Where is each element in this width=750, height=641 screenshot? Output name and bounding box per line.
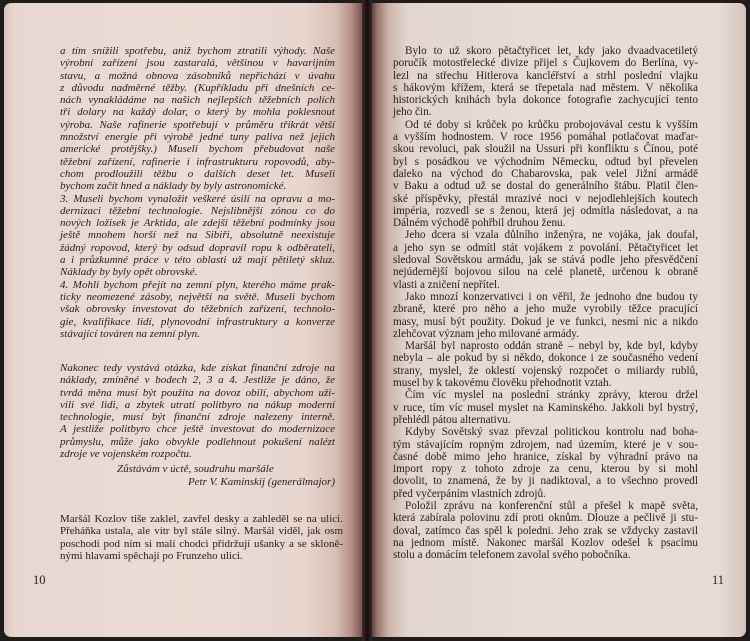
text-line: ské příspěvky, přestál mrazivé noci v nejodlehlejších koutech <box>393 192 698 205</box>
text-line: přehlédl pátou alternativu. <box>393 413 511 426</box>
text-line: daleko na východ do Chabarovska, pak velel Jižní armádě <box>393 167 698 180</box>
text-line: Přeháňka ustala, ale vítr byl stále silný. Maršál viděl, jak osm <box>60 525 343 538</box>
text-line: bychom začít hned a náklady by byly astronomické. <box>60 180 287 193</box>
text-line: technologie, musí být finanční zdroje nalezeny interně. <box>60 411 335 424</box>
paragraph <box>393 426 698 500</box>
text-line: a tím snížili spotřebu, aniž bychom ztratili výhody. Naše <box>60 45 335 57</box>
text-line: zdroje ve vojenském rozpočtu. <box>60 448 192 461</box>
text-line: stávající továren na zemní plyn. <box>60 327 200 340</box>
text-line: časné době mimo jeho hranice, získal by výhradní právo na <box>393 450 698 463</box>
letter-closing: Zůstávám v úctě, soudruhu maršále <box>117 463 274 475</box>
text-line: tvrdá měna musí být použita na dovoz obilí, abychom uži- <box>60 386 335 399</box>
text-line: ticky neomezené zásoby, největší na světě. Museli bychom <box>60 290 335 303</box>
text-line: množství energie při výrobě jedné tuny paliva než jejich <box>60 131 335 144</box>
text-line: stolu a domácím telefonem zavolal svého pobočníka. <box>393 549 631 562</box>
page-number: 10 <box>33 573 46 587</box>
text-line: a vyšším hodnostem. V roce 1956 pomáhal potlačovat maďar- <box>393 131 698 144</box>
letter-text <box>60 45 335 340</box>
text-line: Dálném východě pohřbil druhou ženu. <box>393 217 566 230</box>
text-line: žádný ropovod, který by odsud dopravil ropu k odběrateli, <box>60 241 335 254</box>
text-line: skou revoluci, pak sloužil na Ussuri při konfliktu s Čínou, poté <box>393 143 698 156</box>
text-line: a jeho syn se odmítl stát vojákem z povolání. Pětačtyřicet let <box>393 241 698 254</box>
text-line: Nakonec tedy vystává otázka, kde získat finanční zdroje na <box>60 362 335 374</box>
text-line: jeho čin. <box>393 106 432 119</box>
text-line: tým stávajícím ropným zdrojem, nad územím, které je v sou- <box>393 438 698 451</box>
text-line: v ruce, tím víc musel myslet na Kaminského. Jakkoli byl bystrý, <box>393 401 698 414</box>
text-line: masy, musí být použity. Dokud je ve funkci, nesmí nic a nikdo <box>393 315 698 328</box>
text-line: Bylo to už skoro pětačtyřicet let, kdy jako dvaadvacetiletý <box>405 45 698 57</box>
text-line: Jeho dcera si vzala důlního inženýra, ne vojáka, jak doufal, <box>405 229 698 242</box>
text-line: americké protějšky.) Museli bychom přebudovat naše <box>60 143 335 156</box>
text-line: výroba. Naše rafinerie spotřebují v průměru třikrát větší <box>60 118 335 131</box>
text-line: gie, kvalifikace lidí, plynovodní infrastruktury a konverze <box>60 315 335 328</box>
text-line: dernizaci těžební technologie. Nejslibnější zónou co do <box>60 204 335 217</box>
text-line: vili své lidi, a zbytek utratí politbyro na nákup moderní <box>60 398 335 411</box>
text-line: doval, zatímco čas spěl k poledni. Jeho zrak se vždycky zastavil <box>393 524 698 537</box>
text-line: chom prodloužili těžbu o dalších deset let. Museli <box>60 167 335 180</box>
text-line: musel by k takovému člověku přehodnotit vztah. <box>393 377 612 390</box>
text-line: lezl na střechu Hitlerova kancléřství a strhl poslední vlajku <box>393 69 698 82</box>
text-line: Maršál byl naprosto oddán straně – nebyl by, kde byl, kdyby <box>405 340 698 353</box>
text-line: a i průzkumné práce v této oblasti už mají pětiletý skluz. <box>60 254 335 267</box>
text-line: Náklady by byly opět obrovské. <box>60 266 198 279</box>
paragraph <box>393 229 698 290</box>
text-line: 4. Mohli bychom přejít na zemní plyn, kterého máme prak- <box>60 278 335 291</box>
text-line: před vyčerpáním vlastních zdrojů. <box>393 487 546 500</box>
text-line: v Baku a odtud už se dostal do generálního štábu. Platil člen- <box>393 180 698 193</box>
text-line: na jednom místě. Nakonec maršál Kozlov odešel k psacímu <box>393 536 698 549</box>
paragraph <box>393 45 698 119</box>
paragraph <box>393 340 698 389</box>
text-line: která zabírala polovinu zdí proti oknům. Dlouze a pečlivě ji stu- <box>393 512 698 525</box>
text-line: sledoval Sovětskou armádu, jak se stává podle jeho přesvědčení <box>393 254 698 267</box>
text-line: průmyslu, může jako obvykle podlehnout pokušení nalézt <box>60 435 335 448</box>
text-line: import ropy z tohoto zdroje za cenu, kterou by si mohl <box>393 463 698 476</box>
text-line: zlehčovat význam jeho milované armády. <box>393 327 579 340</box>
text-line: z důvodu nadměrné těžby. (Kupříkladu při dnešních ce- <box>60 81 335 94</box>
paragraph <box>393 500 698 561</box>
letter-signature: Petr V. Kaminskij (generálmajor) <box>187 476 335 488</box>
text-line: Maršál Kozlov tiše zaklel, zavřel desky a zahleděl se na ulici. <box>60 513 343 525</box>
letter-conclusion <box>60 362 335 460</box>
text-line: Od té doby si krůček po krůčku probojovával cestu k vyšším <box>405 118 698 131</box>
narrative-paragraph <box>60 513 343 562</box>
text-line: 3. Museli bychom vynaložit veškeré úsilí na opravu a mo- <box>60 192 335 205</box>
text-line: impéria, rozvedl se s ženou, která jej odmítla následovat, a na <box>393 204 698 217</box>
paragraph <box>393 119 698 230</box>
page-number: 11 <box>712 573 725 587</box>
text-line: nách vynakládáme na našich nejlepších těžebních polích <box>60 94 335 107</box>
text-line: Čím víc myslel na poslední stránky zprávy, kterou držel <box>405 389 698 402</box>
text-line: tři dolary na každý dolar, o který by mohla poklesnout <box>60 106 335 119</box>
text-line: byl s posádkou ve východním Německu, odtud byl převelen <box>393 155 698 168</box>
paragraph <box>393 291 698 340</box>
text-line: vlasti a zničení nepřítel. <box>393 278 500 291</box>
text-line: těžební zařízení, rafinerie i infrastrukturu ropovodů, aby- <box>60 155 335 168</box>
text-line: s hákovým křížem, která se třepetala nad městem. V několika <box>393 81 698 94</box>
text-line: stavu, a možná obnova zásobníků nepřichází v úvahu <box>60 69 335 82</box>
text-line: výrobní zařízení jsou zastaralá, většinou v havarijním <box>60 57 335 70</box>
text-line: poručík motostřelecké divize přijel s Čujkovem do Berlína, vy- <box>393 57 698 70</box>
text-line: Položil zprávu na konferenční stůl a přešel k mapě světa, <box>405 499 698 512</box>
book-gutter <box>362 0 372 641</box>
text-line: náklady, zmíněné v bodech 2, 3 a 4. Jestliže je dáno, že <box>60 374 335 387</box>
text-line: dovolit, to znamená, že by ji nadiktoval, a to všechno provedl <box>393 475 698 488</box>
text-line: nových ložisek je Arktida, ale zdejší těžební podmínky jsou <box>60 217 335 230</box>
text-line: A jestliže politbyro chce ještě investovat do modernizace <box>60 423 335 436</box>
text-line: poschodí pod ním si malí chodci přidržují ušanky a se skloně- <box>60 537 343 550</box>
text-line: nejúdernější bojovou silou na celé planetě, určenou k obraně <box>393 266 698 279</box>
text-line: Kdyby Sovětský svaz převzal politickou kontrolu nad boha- <box>405 426 698 439</box>
text-line: Jako mnozí konzervativci i on věřil, že jednoho dne budou ty <box>405 290 698 303</box>
text-line: nými hlavami spěchají po Frunzeho ulici. <box>60 549 243 562</box>
paragraph <box>393 389 698 426</box>
text-line: však obrovsky investovat do těžebních zařízení, technolo- <box>60 303 335 316</box>
text-line: nebyla – ale pokud by si někdo, dokonce i ze současného vedení <box>393 352 698 365</box>
right-page-text <box>393 45 698 561</box>
text-line: zbraně, které pro něho a jeho muže vyrobily těžce pracující <box>393 303 698 316</box>
text-line: strany, myslel, že oklestí vojenský rozpočet o miliardy rublů, <box>393 364 698 377</box>
text-line: historických knihách byla dokonce fotografie zachycující tento <box>393 94 698 107</box>
text-line: ještě mnohem horší než na Sibiři, absolutně neexistuje <box>60 229 335 242</box>
